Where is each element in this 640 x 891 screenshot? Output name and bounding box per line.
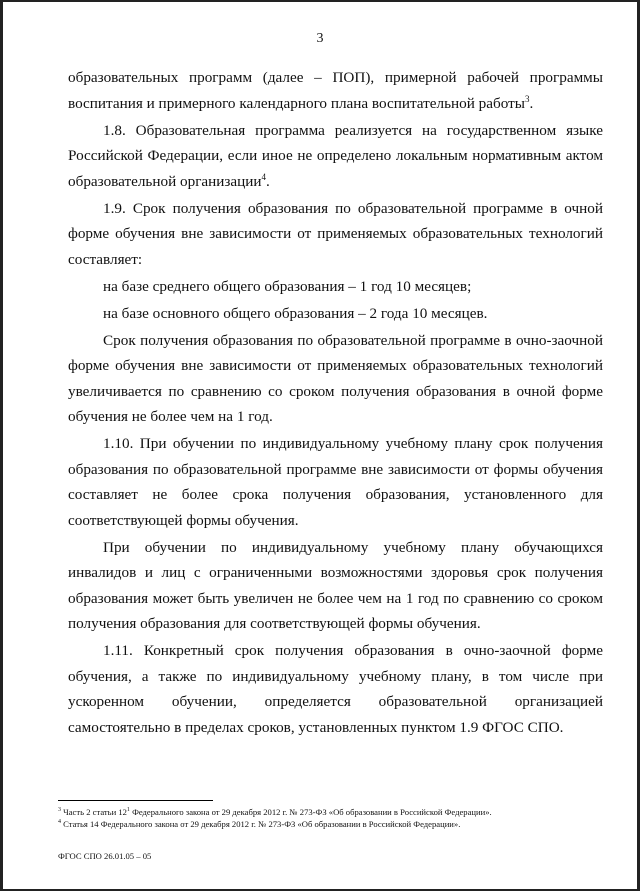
footnote-3: $^3$ Часть 2 статьи $12^1$ Федерального закона от 29 декабря 2012 г. № 273-ФЗ «Об образовании в Российской Федерации». (58, 807, 492, 817)
list-item-secondary-general: на базе среднего общего образования – 1 год 10 месяцев; (103, 277, 472, 295)
paragraph-part-time: Срок получения образования по образовательной программе в очно-заочной форме обучения вне зависимости от применяемых образовательных технологий увеличивается по сравнению со сроком получения образования в очной форме обучения не более чем на 1 год. (68, 331, 603, 425)
scan-edge-left (0, 0, 3, 891)
footnote-ref-3: 3 (524, 93, 530, 104)
footnote-4: $^4$ Статья 14 Федерального закона от 29 декабря 2012 г. № 273-ФЗ «Об образовании в Российской Федерации». (58, 819, 461, 829)
paragraph-1-10: 1.10. При обучении по индивидуальному учебному плану срок получения образования по образовательной программе вне зависимости от формы обучения составляет не более срока получения образования, установленного для соответствующей формы обучения. (68, 435, 603, 529)
paragraph-1-8: 1.8. Образовательная программа реализуется на государственном языке Российской Федерации, если иное не определено локальным нормативным актом образовательной организации$^4$. (68, 121, 603, 190)
paragraph-1-11: 1.11. Конкретный срок получения образования в очно-заочной форме обучения, а также по индивидуальному учебному плану, в том числе при ускоренном обучении, определяется образовательной организацией самостоятельно в пределах сроков, установленных пунктом 1.9 ФГОС СПО. (68, 642, 603, 736)
paragraph-disabilities: При обучении по индивидуальному учебному плану обучающихся инвалидов и лиц с ограниченными возможностями здоровья срок получения образования может быть увеличен не более чем на 1 год по сравнению со сроком получения образования для соответствующей формы обучения. (68, 538, 603, 632)
document-code: ФГОС СПО 26.01.05 – 05 (58, 851, 152, 861)
paragraph-1-9: 1.9. Срок получения образования по образовательной программе в очной форме обучения вне зависимости от применяемых образовательных технологий составляет: (68, 199, 603, 268)
scan-edge-top (0, 0, 640, 2)
footnote-separator (58, 800, 213, 801)
paragraph-continuation: образовательных программ (далее – ПОП), примерной рабочей программы воспитания и примерного календарного плана воспитательной работы$^3$. (68, 69, 603, 112)
footnote-ref-4: 4 (261, 171, 267, 182)
page-number: 3 (316, 31, 324, 46)
body-text (68, 65, 603, 742)
footnotes (58, 806, 618, 830)
list-item-basic-general: на базе основного общего образования – 2 года 10 месяцев. (103, 304, 488, 322)
